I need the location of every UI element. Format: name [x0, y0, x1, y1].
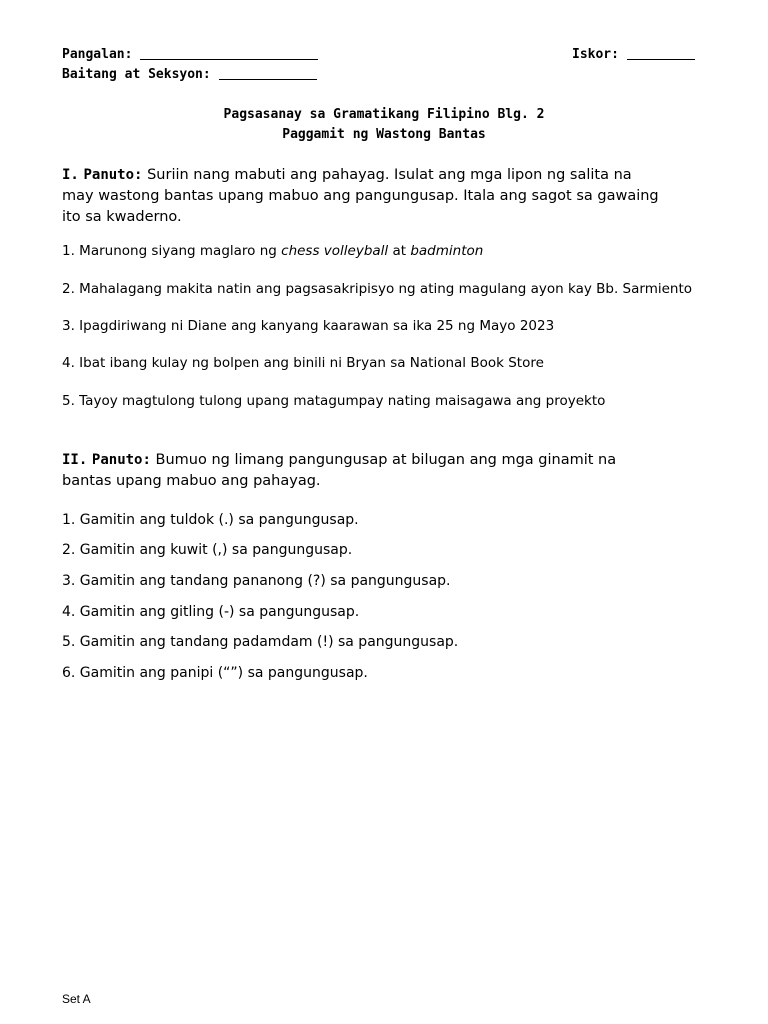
- score-field: [572, 46, 695, 62]
- section1-item-1: [62, 243, 483, 259]
- section1-item-4: 4. Ibat ibang kulay ng bolpen ang binili ni Bryan sa National Book Store: [62, 355, 544, 371]
- item1-italic-badminton: badminton: [410, 243, 484, 259]
- section1-item-3: 3. Ipagdiriwang ni Diane ang kanyang kaarawan sa ika 25 ng Mayo 2023: [62, 318, 555, 334]
- grade-section-field: [62, 66, 317, 82]
- item1-prefix: 1. Marunong siyang maglaro ng: [62, 243, 282, 259]
- section2-instruction-text: Bumuo ng limang pangungusap at bilugan ang mga ginamit na bantas upang mabuo ang pahayag.: [62, 452, 617, 489]
- section2-item-4: 4. Gamitin ang gitling (-) sa pangungusap.: [62, 604, 360, 620]
- worksheet-title: Pagsasanay sa Gramatikang Filipino Blg. 2: [223, 107, 545, 122]
- score-blank-line[interactable]: [627, 46, 695, 60]
- score-label: Iskor:: [572, 47, 619, 62]
- name-field: [62, 46, 318, 62]
- name-blank-line[interactable]: [140, 46, 318, 60]
- item1-conjunction: at: [388, 243, 411, 259]
- section2-label: Panuto:: [91, 452, 151, 468]
- set-label: Set A: [62, 992, 91, 1006]
- section2-item-2: 2. Gamitin ang kuwit (,) sa pangungusap.: [62, 542, 353, 558]
- section1-instruction: [62, 165, 662, 228]
- section2-number: II.: [62, 452, 88, 468]
- section2-item-5: 5. Gamitin ang tandang padamdam (!) sa pangungusap.: [62, 634, 459, 650]
- section1-instruction-text: Suriin nang mabuti ang pahayag. Isulat ang mga lipon ng salita na may wastong bantas upang mabuo ang pangungusap. Itala ang sagot sa gawaing ito sa kwaderno.: [62, 167, 659, 225]
- section2-item-1: 1. Gamitin ang tuldok (.) sa pangungusap.: [62, 512, 359, 528]
- name-label: Pangalan:: [62, 47, 133, 62]
- grade-section-label: Baitang at Seksyon:: [62, 67, 211, 82]
- section2-item-3: 3. Gamitin ang tandang pananong (?) sa pangungusap.: [62, 573, 451, 589]
- item1-italic-sports: chess volleyball: [281, 243, 389, 259]
- section2-item-6: 6. Gamitin ang panipi (“”) sa pangungusap.: [62, 665, 368, 681]
- section2-instruction: [62, 450, 662, 492]
- section1-label: Panuto:: [83, 167, 143, 183]
- section1-item-2: 2. Mahalagang makita natin ang pagsasakripisyo ng ating magulang ayon kay Bb. Sarmiento: [62, 281, 693, 297]
- grade-section-blank-line[interactable]: [219, 66, 317, 80]
- worksheet-subtitle: Paggamit ng Wastong Bantas: [282, 127, 486, 142]
- section1-item-5: 5. Tayoy magtulong tulong upang matagumpay nating maisagawa ang proyekto: [62, 393, 606, 409]
- section1-number: I.: [62, 167, 79, 183]
